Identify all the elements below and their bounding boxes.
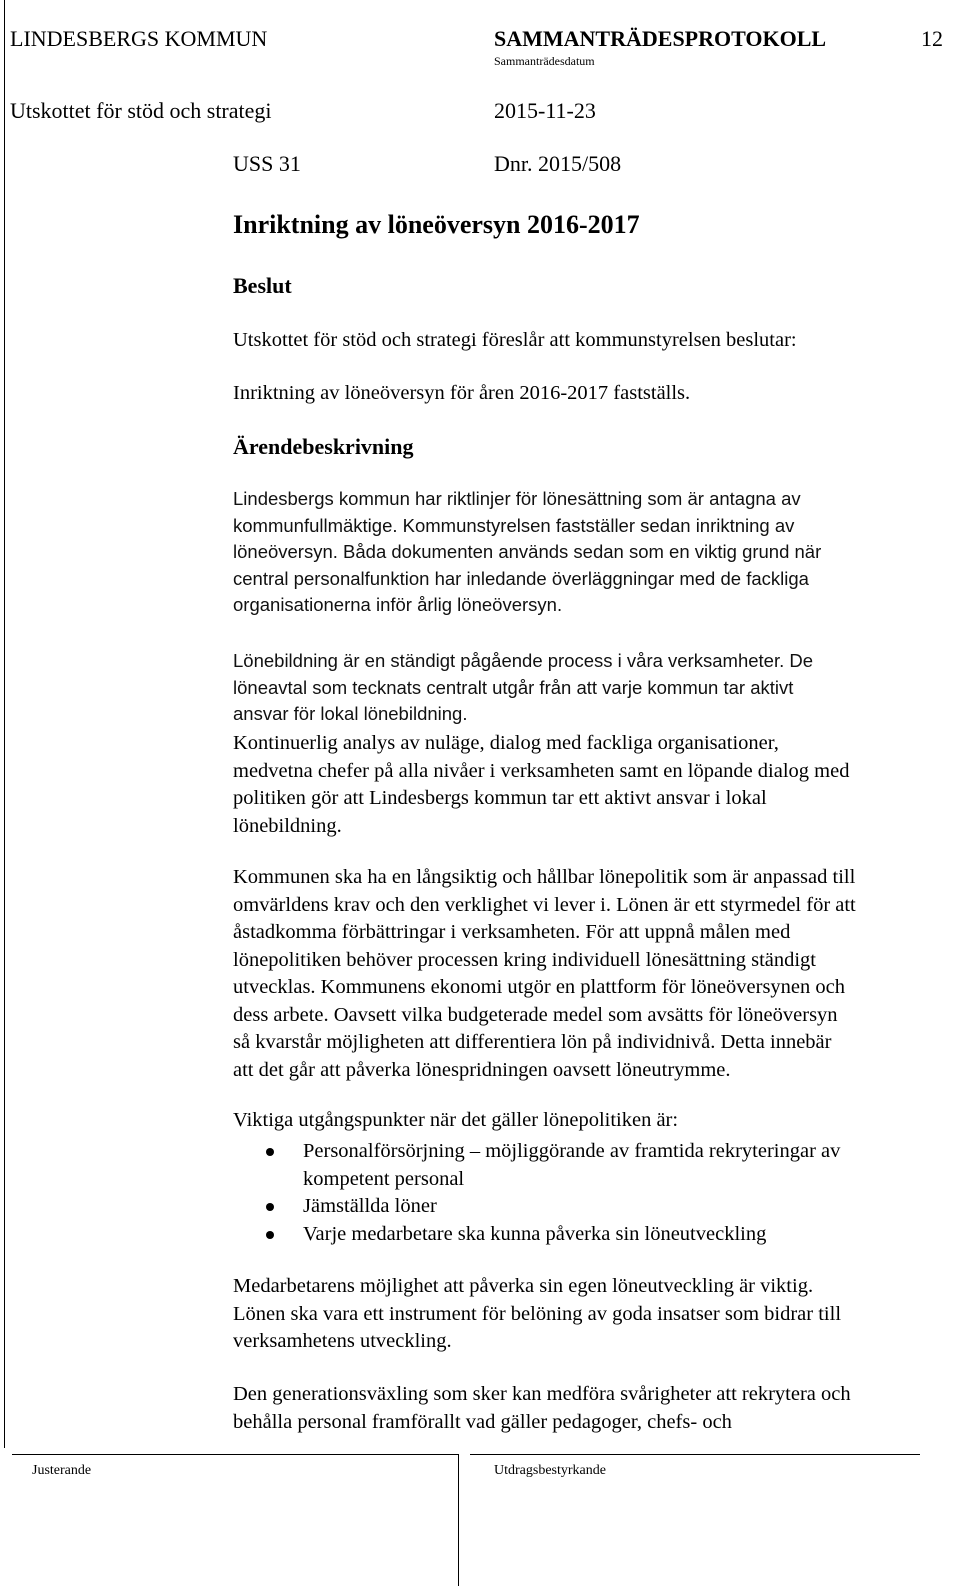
- text-line: Varje medarbetare ska kunna påverka sin löneutveckling: [303, 1222, 767, 1245]
- signature-label-justerande: Justerande: [32, 1463, 92, 1478]
- description-paragraph-4: [233, 864, 953, 1084]
- text-line: utvecklas. Kommunens ekonomi utgör en plattform för löneöversynen och: [233, 976, 846, 998]
- text-line: kommunfullmäktige. Kommunstyrelsen fastställer sedan inriktning av: [233, 514, 795, 536]
- text-line: åstadkomma förbättringar i verksamheten. För att uppnå målen med: [233, 921, 791, 943]
- description-heading: Ärendebeskrivning: [233, 434, 414, 459]
- text-line: dess arbete. Oavsett vilka budgeterade medel som avsätts för löneöversyn: [233, 1003, 838, 1026]
- committee-name: Utskottet för stöd och strategi: [10, 98, 272, 123]
- description-paragraph-6: [233, 1381, 953, 1436]
- list-item: [233, 1221, 840, 1249]
- text-line: löneavtal som tecknats centralt utgår från att varje kommun tar aktivt: [233, 676, 794, 698]
- text-line: att det går att påverka lönespridningen oavsett löneutrymme.: [233, 1058, 731, 1081]
- date-label: Sammanträdesdatum: [494, 54, 595, 68]
- decision-line: Inriktning av löneöversyn för åren 2016-2017 fastställs.: [233, 382, 691, 404]
- left-margin-rule: [4, 0, 5, 1448]
- page-title: Inriktning av löneöversyn 2016-2017: [233, 210, 640, 239]
- footer-divider-right: [470, 1454, 920, 1455]
- text-line: Lönen ska vara ett instrument för belöning av goda insatser som bidrar till: [233, 1302, 842, 1325]
- document-type: SAMMANTRÄDESPROTOKOLL: [494, 26, 827, 51]
- text-line: lönepolitiken behöver processen kring individuell lönesättning ständigt: [233, 948, 816, 971]
- text-line: Kontinuerlig analys av nuläge, dialog med fackliga organisationer,: [233, 732, 779, 754]
- description-paragraph-3: [233, 730, 953, 840]
- text-line: kompetent personal: [303, 1167, 465, 1190]
- text-line: central personalfunktion har inledande överläggningar med de fackliga: [233, 567, 809, 589]
- text-line: ansvar för lokal lönebildning.: [233, 703, 468, 724]
- bullet-icon: [266, 1203, 274, 1211]
- text-line: behålla personal framförallt vad gäller pedagoger, chefs- och: [233, 1410, 732, 1433]
- bullet-icon: [266, 1148, 274, 1156]
- text-line: Personalförsörjning – möjliggörande av framtida rekryteringar av: [303, 1140, 841, 1162]
- text-line: politiken gör att Lindesbergs kommun tar ett aktivt ansvar i lokal: [233, 787, 767, 809]
- text-line: lönebildning.: [233, 814, 342, 837]
- text-line: Jämställda löner: [303, 1195, 437, 1217]
- list-item: [233, 1138, 840, 1193]
- text-line: omvärldens krav och den verklighet vi lever i. Lönen är ett styrmedel för att: [233, 893, 856, 916]
- footer-divider-left: [12, 1454, 458, 1455]
- description-paragraph-2: [233, 648, 953, 728]
- description-paragraph-1: [233, 486, 953, 619]
- text-line: medvetna chefer på alla nivåer i verksamheten samt en löpande dialog med: [233, 759, 850, 782]
- decision-heading: Beslut: [233, 273, 292, 298]
- text-line: verksamhetens utveckling.: [233, 1330, 452, 1352]
- decision-line: Utskottet för stöd och strategi föreslår att kommunstyrelsen beslutar:: [233, 329, 797, 351]
- org-name: LINDESBERGS KOMMUN: [10, 26, 268, 51]
- text-line: Medarbetarens möjlighet att påverka sin egen löneutveckling är viktig.: [233, 1275, 814, 1297]
- text-line: Den generationsväxling som sker kan medföra svårigheter att rekrytera och: [233, 1383, 851, 1405]
- signature-label-utdragsbestyrkande: Utdragsbestyrkande: [494, 1463, 606, 1478]
- page-number: 12: [921, 26, 943, 51]
- list-intro: Viktiga utgångspunkter när det gäller lönepolitiken är:: [233, 1109, 679, 1131]
- case-number: Dnr. 2015/508: [494, 151, 622, 176]
- text-line: så kvarstår möjligheten att differentiera lön på individnivå. Detta innebär: [233, 1031, 832, 1053]
- bullet-icon: [266, 1231, 274, 1239]
- key-points-list: [233, 1138, 840, 1248]
- description-paragraph-5: [233, 1273, 953, 1356]
- paragraph-number: USS 31: [233, 151, 301, 176]
- footer-column-separator: [458, 1454, 459, 1586]
- meeting-date: 2015-11-23: [494, 98, 596, 123]
- list-item: [233, 1193, 840, 1221]
- text-line: organisationerna inför årlig löneöversyn.: [233, 594, 563, 615]
- text-line: Lindesbergs kommun har riktlinjer för lönesättning som är antagna av: [233, 488, 801, 509]
- text-line: löneöversyn. Båda dokumenten används sedan som en viktig grund när: [233, 541, 822, 562]
- text-line: Kommunen ska ha en långsiktig och hållbar lönepolitik som är anpassad till: [233, 866, 856, 888]
- text-line: Lönebildning är en ständigt pågående process i våra verksamheter. De: [233, 650, 814, 671]
